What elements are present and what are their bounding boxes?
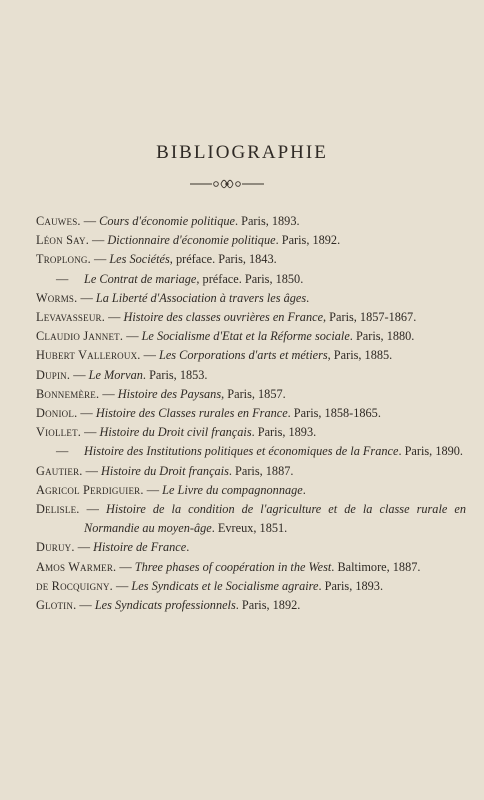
work-title: Histoire de France xyxy=(93,540,187,555)
work-title: Histoire des Institutions politiques et économiques de la France xyxy=(84,444,399,459)
separator-dash: — xyxy=(77,406,96,421)
publication-info: . Paris, 1858-1865. xyxy=(287,406,381,421)
ditto-dash: — xyxy=(56,444,69,459)
publication-info: . Evreux, 1851. xyxy=(211,521,288,536)
publication-info: . Baltimore, 1887. xyxy=(331,559,421,574)
bibliography-entry xyxy=(36,212,466,231)
bibliography-entry xyxy=(36,404,466,423)
separator-dash: — xyxy=(76,598,95,613)
work-title: Histoire des Classes rurales en France xyxy=(95,406,288,421)
separator-dash: — xyxy=(79,502,106,517)
work-title: Histoire des classes ouvrières en France xyxy=(123,310,324,325)
bibliography-entry xyxy=(36,289,466,308)
publication-info: . Paris, 1880. xyxy=(349,329,415,344)
ornament-divider-icon xyxy=(188,176,266,192)
publication-info: . xyxy=(186,540,190,555)
work-title: Histoire du Droit français xyxy=(101,463,229,478)
publication-info: . xyxy=(306,290,310,305)
author-name: Doniol. xyxy=(36,406,78,421)
separator-dash: — xyxy=(90,252,110,267)
bibliography-entry xyxy=(36,481,466,500)
work-title: Histoire de la condition de l'agriculture et de la classe rurale en Normandie au moyen-âge xyxy=(84,502,466,536)
bibliography-list xyxy=(36,212,466,615)
separator-dash: — xyxy=(74,540,94,555)
publication-info: . Paris, 1893. xyxy=(318,578,384,593)
separator-dash: — xyxy=(112,578,132,593)
author-name: Bonnemère. xyxy=(36,386,100,401)
bibliography-entry xyxy=(36,308,466,327)
separator-dash: — xyxy=(77,290,96,305)
author-name: Delisle. xyxy=(36,502,80,517)
bibliography-entry xyxy=(36,577,466,596)
work-title: Les Syndicats professionnels xyxy=(94,598,236,613)
bibliography-entry xyxy=(36,442,466,461)
author-name: Glotin. xyxy=(36,598,77,613)
publication-info: . Paris, 1887. xyxy=(228,463,294,478)
separator-dash: — xyxy=(140,348,159,363)
publication-info: . Paris, 1893. xyxy=(234,214,300,228)
work-title: Histoire du Droit civil français xyxy=(99,425,252,440)
work-title: La Liberté d'Association à travers les âges xyxy=(95,290,307,305)
author-name: Amos Warmer. xyxy=(36,559,117,574)
author-name: Worms. xyxy=(36,290,78,305)
publication-info: . xyxy=(302,482,306,497)
bibliography-entry xyxy=(36,538,466,557)
bibliography-entry xyxy=(36,327,466,346)
author-name: de Rocquigny. xyxy=(36,578,113,593)
bibliography-entry xyxy=(36,270,466,289)
bibliography-entry xyxy=(36,423,466,442)
author-name: Viollet. xyxy=(36,425,82,440)
publication-info: . Paris, 1892. xyxy=(275,233,341,248)
work-title: Les Corporations d'arts et métiers xyxy=(159,348,328,363)
author-name: Duruy. xyxy=(36,540,75,555)
separator-dash: — xyxy=(82,463,102,478)
page-title: BIBLIOGRAPHIE xyxy=(156,142,328,163)
work-title: Les Sociétés xyxy=(109,252,170,267)
bibliography-entry xyxy=(36,558,466,577)
publication-info: , Paris, 1857-1867. xyxy=(323,310,417,325)
separator-dash: — xyxy=(116,559,135,574)
publication-info: , préface. Paris, 1850. xyxy=(196,271,304,286)
bibliography-entry xyxy=(36,462,466,481)
author-name: Hubert Valleroux. xyxy=(36,348,141,363)
work-title: Le Contrat de mariage xyxy=(84,271,197,286)
ditto-dash: — xyxy=(56,271,69,286)
work-title: Dictionnaire d'économie politique xyxy=(107,233,276,248)
separator-dash: — xyxy=(81,425,100,440)
work-title: Cours d'économie politique xyxy=(99,214,235,228)
work-title: Le Morvan xyxy=(88,367,143,382)
author-name: Dupin. xyxy=(36,367,71,382)
author-name: Levavasseur. xyxy=(36,310,106,325)
work-title: Le Socialisme d'Etat et la Réforme sociale xyxy=(141,329,350,344)
bibliography-entry xyxy=(36,250,466,269)
work-title: Le Livre du compagnonnage xyxy=(162,482,303,497)
work-title: Three phases of coopération in the West xyxy=(134,559,332,574)
bibliography-entry xyxy=(36,385,466,404)
publication-info: . Paris, 1890. xyxy=(398,444,463,459)
author-name: Cauwes. xyxy=(36,214,81,228)
work-title: Les Syndicats et le Socialisme agraire xyxy=(131,578,319,593)
publication-info: . Paris, 1892. xyxy=(235,598,301,613)
separator-dash: — xyxy=(70,367,89,382)
publication-info: , Paris, 1885. xyxy=(327,348,393,363)
author-name: Léon Say. xyxy=(36,233,89,248)
bibliography-entry xyxy=(36,596,466,615)
work-title: Histoire des Paysans xyxy=(117,386,222,401)
publication-info: . Paris, 1893. xyxy=(251,425,317,440)
separator-dash: — xyxy=(99,386,118,401)
author-name: Claudio Jannet. xyxy=(36,329,124,344)
bibliography-entry xyxy=(36,346,466,365)
separator-dash: — xyxy=(80,214,100,228)
bibliography-entry xyxy=(36,500,466,538)
separator-dash: — xyxy=(105,310,124,325)
publication-info: , Paris, 1857. xyxy=(221,386,286,401)
publication-info: , préface. Paris, 1843. xyxy=(169,252,277,267)
author-name: Troplong. xyxy=(36,252,91,267)
separator-dash: — xyxy=(123,329,142,344)
author-name: Agricol Perdiguier. xyxy=(36,482,144,497)
bibliography-entry xyxy=(36,231,466,250)
bibliography-entry xyxy=(36,366,466,385)
author-name: Gautier. xyxy=(36,463,83,478)
publication-info: . Paris, 1853. xyxy=(142,367,208,382)
separator-dash: — xyxy=(88,233,108,248)
separator-dash: — xyxy=(143,482,163,497)
